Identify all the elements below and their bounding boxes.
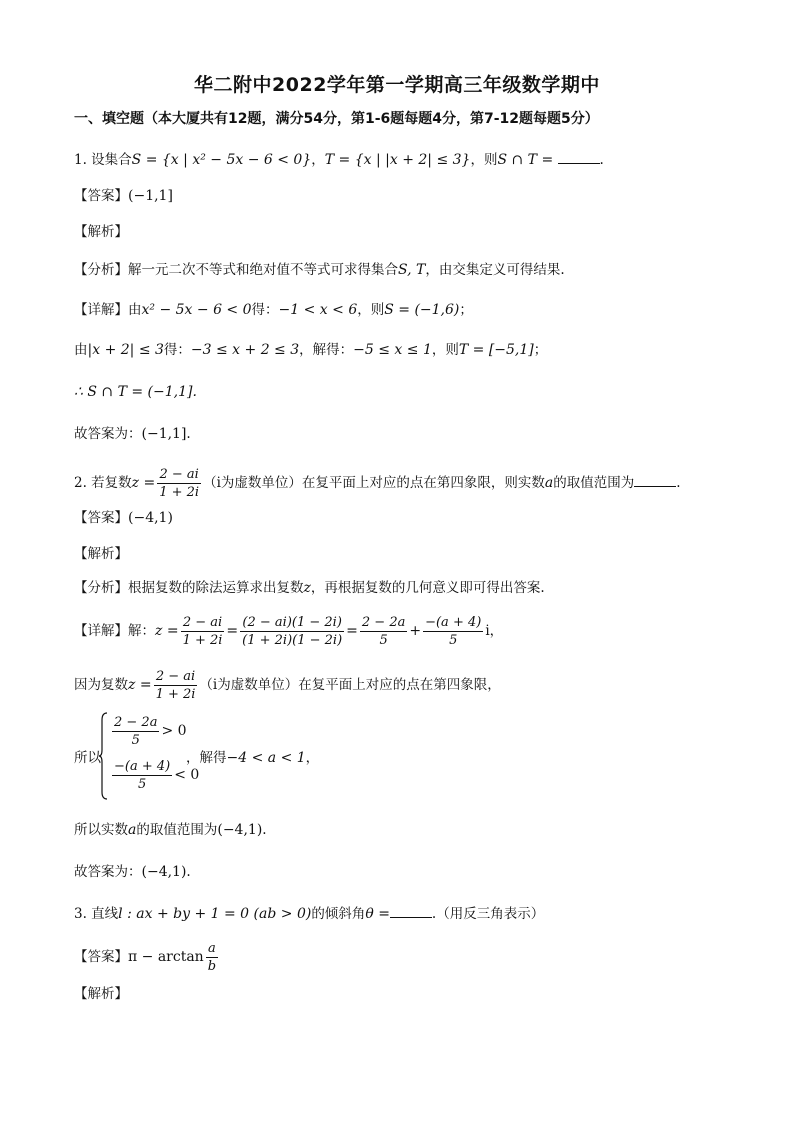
q1-detail-2: 由|x + 2| ≤ 3得：−3 ≤ x + 2 ≤ 3，解得：−5 ≤ x ≤ 1，则T = [−5,1]； — [74, 342, 548, 358]
q1-conclusion: 故答案为：(−1,1]. — [74, 426, 191, 442]
q3-blank — [390, 905, 432, 918]
q2-fenxi: 【分析】根据复数的除法运算求出复数z，再根据复数的几何意义即可得出答案. — [74, 580, 545, 596]
q2-detail: 【详解】解：z = $\frac{2 - ai}{1 + 2i}$ = $\frac{(2 - ai)(1 - 2i)}{(1 + 2i)(1 - 2i)}$ = $\frac{2 - 2a}{5}$ + $\frac{-(a + 4)}{5}$ i， — [74, 615, 504, 648]
q2-fraction: $\frac{2 - ai}{1 + 2i}$ — [159, 467, 200, 500]
q2-because: 因为复数z = $\frac{2 - ai}{1 + 2i}$ （i为虚数单位）在复平面上对应的点在第四象限， — [74, 669, 501, 702]
q2-answer: 【答案】(−4,1) — [74, 510, 173, 526]
q2-analysis-label: 【解析】 — [74, 546, 128, 562]
q1-analysis-label: 【解析】 — [74, 224, 128, 240]
q1-expr: S ∩ T = — [497, 152, 554, 168]
q2-range: 所以实数a的取值范围为(−4,1). — [74, 822, 267, 838]
q2-so: 所以 — [74, 750, 101, 766]
q2-conclusion: 故答案为：(−4,1). — [74, 864, 191, 880]
q3-answer: 【答案】π − arctan $\frac{a}{b}$ — [74, 941, 217, 974]
q2-system-row-2: $\frac{-(a + 4)}{5}$ < 0 — [114, 759, 200, 792]
q1-statement: 1. 设集合S = {x | x² − 5x − 6 < 0}，T = {x | |x + 2| ≤ 3}，则S ∩ T = . — [74, 152, 604, 168]
q1-set-s: S = {x | x² − 5x − 6 < 0} — [131, 152, 312, 168]
left-brace-icon — [98, 712, 108, 800]
q1-detail-3: ∴ S ∩ T = (−1,1]. — [74, 384, 197, 400]
q3-statement: 3. 直线l : ax + by + 1 = 0 (ab > 0)的倾斜角θ = .（用反三角表示） — [74, 906, 545, 922]
page-title: 华二附中2022学年第一学期高三年级数学期中 — [194, 74, 600, 96]
section-heading: 一、填空题（本大厦共有12题，满分54分，第1-6题每题4分，第7-12题每题5分） — [74, 111, 599, 127]
q1-set-t: T = {x | |x + 2| ≤ 3} — [324, 152, 471, 168]
q2-statement: 2. 若复数z = $\frac{2 - ai}{1 + 2i}$ （i为虚数单位）在复平面上对应的点在第四象限，则实数a的取值范围为 . — [74, 467, 681, 500]
q2-blank — [634, 474, 676, 487]
q2-solve: ，解得−4 < a < 1， — [186, 750, 320, 766]
q2-system-row-1: $\frac{2 - 2a}{5}$ > 0 — [114, 715, 187, 748]
q1-blank — [558, 151, 600, 164]
answer-label: 【答案】 — [74, 188, 128, 204]
q1-fenxi: 【分析】解一元二次不等式和绝对值不等式可求得集合S, T，由交集定义可得结果. — [74, 262, 565, 278]
q1-answer: 【答案】(−1,1] — [74, 188, 173, 204]
q3-analysis-label: 【解析】 — [74, 986, 128, 1002]
q1-detail-1: 【详解】由x² − 5x − 6 < 0得：−1 < x < 6，则S = (−1,6)； — [74, 302, 473, 318]
